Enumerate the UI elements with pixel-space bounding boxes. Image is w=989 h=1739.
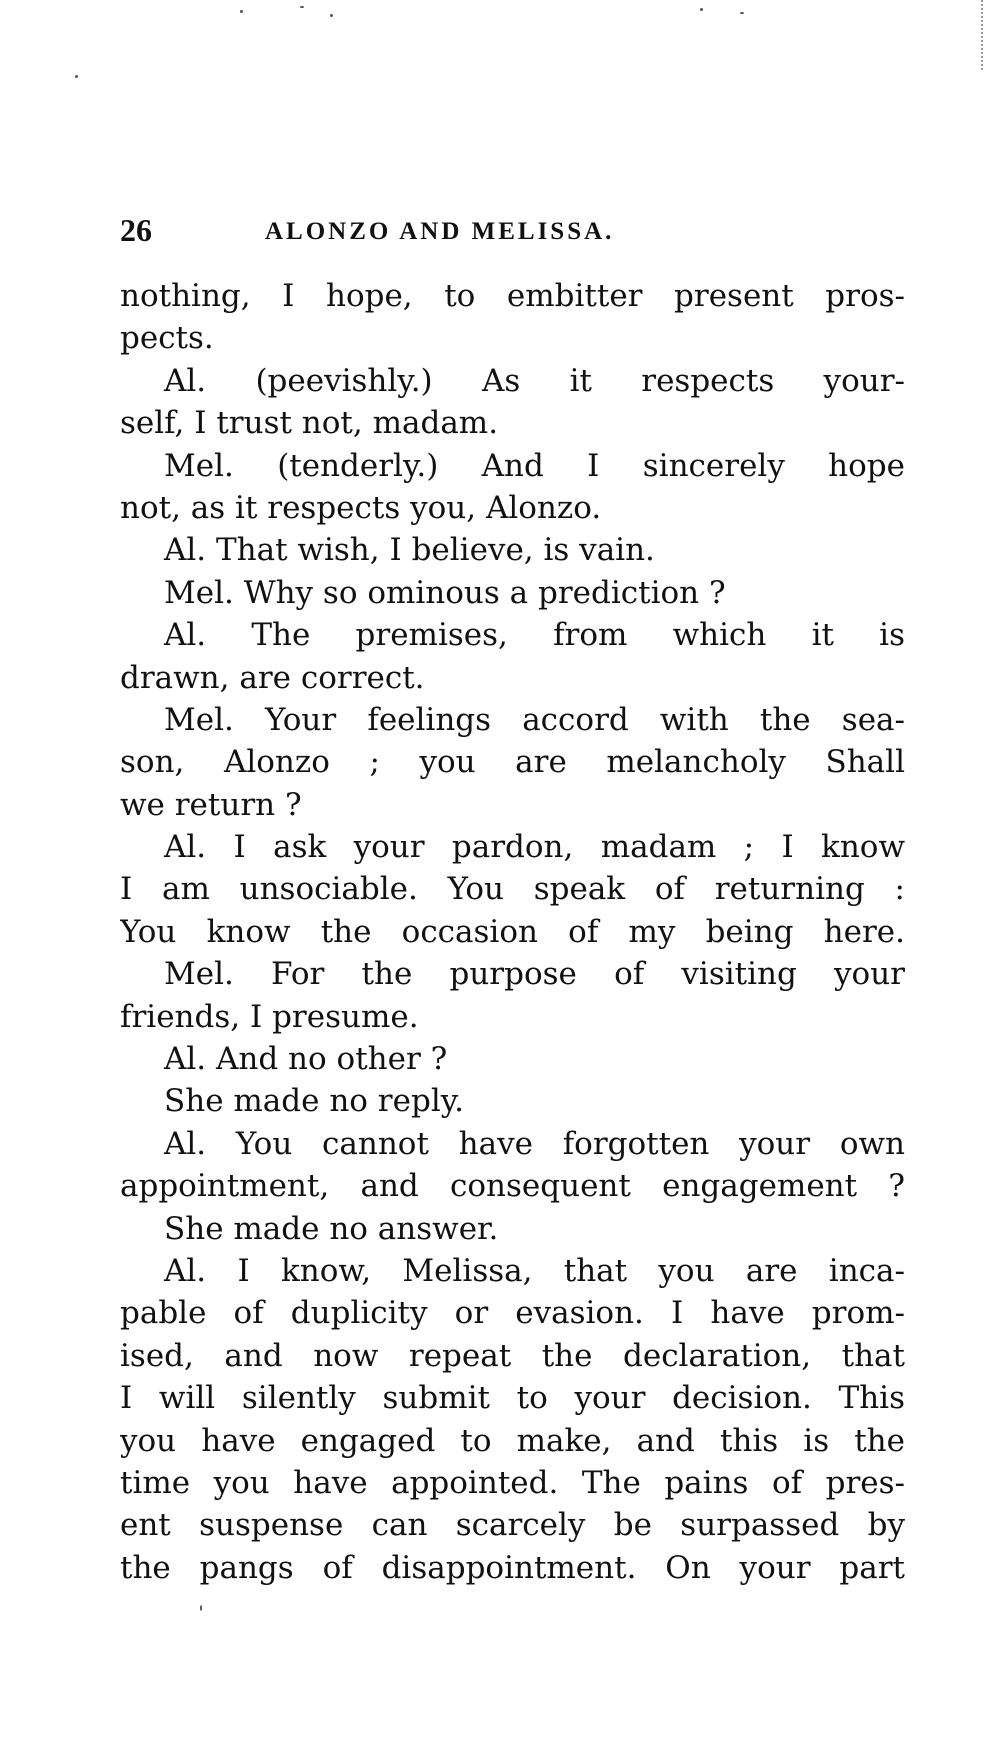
text-line: Al. The premises, from which it is [164,617,905,654]
text-line: I will silently submit to your decision. This [120,1380,905,1417]
text-line: nothing, I hope, to embitter present pros- [120,278,905,314]
text-line: Mel. Your feelings accord with the sea- [164,701,905,738]
text-line: drawn, are correct. [120,659,425,696]
page-number: 26 [120,212,152,248]
scan-speck [200,1605,202,1611]
running-head: ALONZO AND MELISSA. [265,218,615,245]
scan-edge-mark [978,0,983,70]
scan-speck [700,8,703,11]
text-line: Al. I know, Melissa, that you are inca- [164,1252,905,1289]
text-line: ent suspense can scarcely be surpassed by [120,1507,905,1544]
text-line: pects. [120,320,214,357]
scan-speck [740,12,744,14]
text-line: pable of duplicity or evasion. I have prom- [120,1295,905,1332]
scan-speck [300,6,304,8]
text-line: Al. And no other ? [164,1041,448,1078]
text-line: Al. You cannot have forgotten your own [164,1125,905,1162]
text-line: You know the occasion of my being here. [120,913,905,950]
text-line: you have engaged to make, and this is the [120,1422,905,1459]
text-line: Mel. For the purpose of visiting your [164,956,905,993]
text-line: not, as it respects you, Alonzo. [120,489,602,526]
text-line: self, I trust not, madam. [120,405,499,442]
body-text [120,275,905,1589]
text-line: Al. That wish, I believe, is vain. [164,532,655,569]
text-line: Al. (peevishly.) As it respects your- [164,362,905,399]
text-line: friends, I presume. [120,998,419,1035]
text-line: son, Alonzo ; you are melancholy Shall [120,744,905,781]
text-line: the pangs of disappointment. On your part [120,1549,905,1586]
scan-speck [240,10,243,13]
page-header [120,212,910,252]
text-line: appointment, and consequent engagement ? [120,1168,905,1205]
text-line: ised, and now repeat the declaration, that [120,1337,905,1374]
text-line: Mel. Why so ominous a prediction ? [164,574,726,611]
scan-speck [75,75,78,78]
text-line: I am unsociable. You speak of returning : [120,871,905,908]
text-line: Al. I ask your pardon, madam ; I know [164,829,905,866]
text-line: we return ? [120,786,302,823]
text-line: time you have appointed. The pains of pres- [120,1464,905,1501]
text-line: She made no answer. [164,1210,499,1247]
text-line: Mel. (tenderly.) And I sincerely hope [164,447,905,484]
text-line: She made no reply. [164,1083,464,1120]
scan-speck [330,14,333,17]
